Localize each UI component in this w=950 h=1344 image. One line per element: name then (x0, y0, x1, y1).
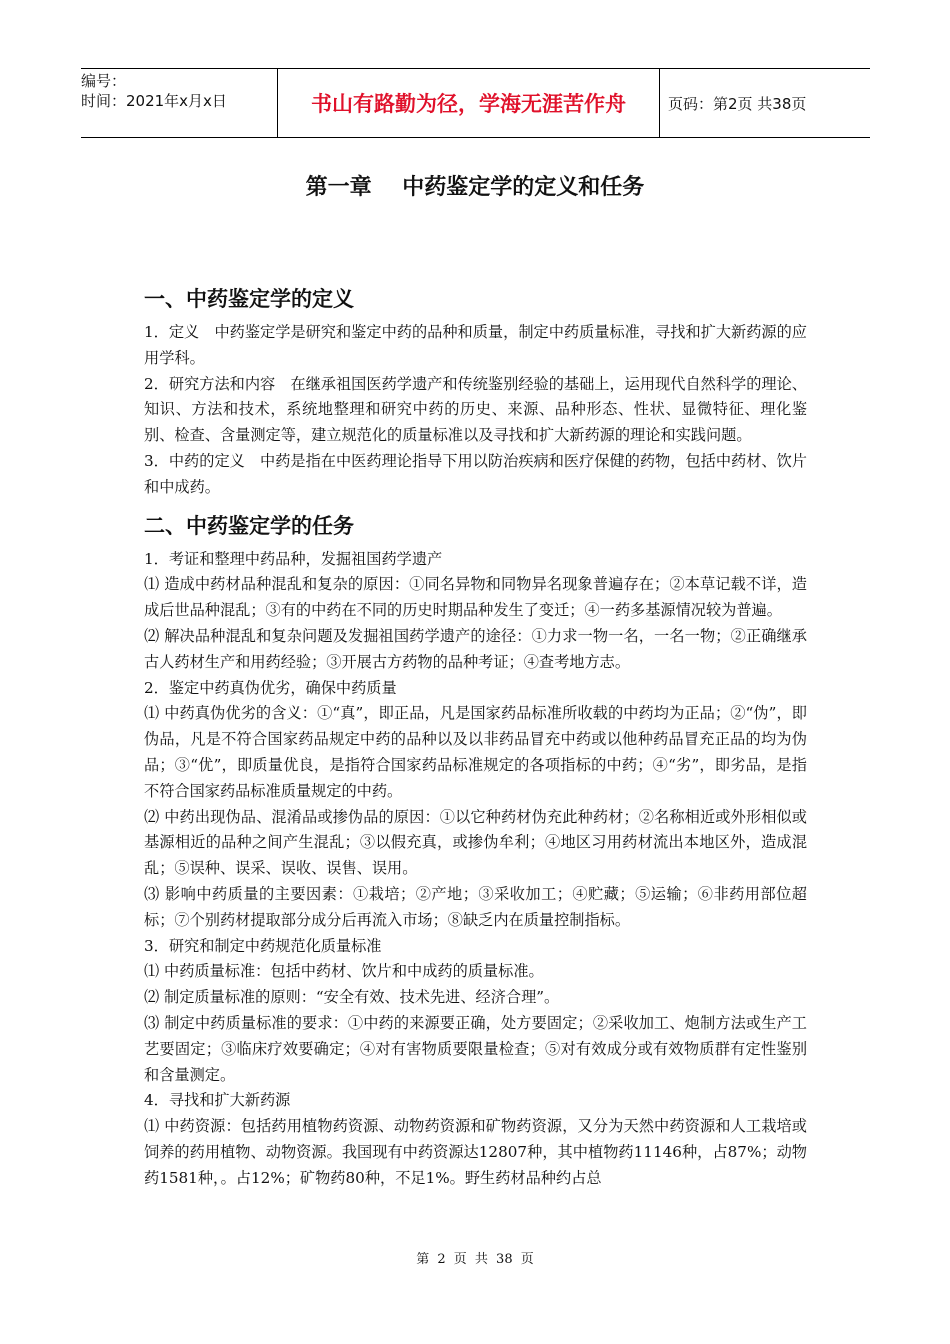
document-date: 时间：2021年x月x日 (81, 92, 227, 110)
paragraph: ⑵ 中药出现伪品、混淆品或掺伪品的原因：①以它种药材伪充此种药材；②名称相近或外形相似或基源相近的品种之间产生混乱；③以假充真，或掺伪牟利；④地区习用药材流出本地区外，造成混乱；⑤误种、误采、误收、误售、误用。 (144, 807, 807, 878)
chapter-title: 第一章 中药鉴定学的定义和任务 (305, 175, 645, 200)
paragraph: ⑵ 解决品种混乱和复杂问题及发掘祖国药学遗产的途径：①力求一物一名，一名一物；②正确继承古人药材生产和用药经验；③开展古方药物的品种考证；④查考地方志。 (144, 626, 807, 671)
section-heading: 一、中药鉴定学的定义 (144, 286, 354, 311)
paragraph: ⑵ 制定质量标准的原则：“安全有效、技术先进、经济合理”。 (144, 988, 560, 1007)
paragraph: 3．研究和制定中药规范化质量标准 (144, 936, 382, 955)
header-motto: 书山有路勤为径，学海无涯苦作舟 (277, 69, 660, 137)
page-header (81, 68, 870, 138)
paragraph: ⑴ 中药资源：包括药用植物药资源、动物药资源和矿物药资源，又分为天然中药资源和人工栽培或饲养的药用植物、动物资源。我国现有中药资源达12807种，其中植物药11146种，占87%；动物药1581种，。占12%；矿物药80种，不足1%。野生药材品种约占总 (144, 1117, 807, 1187)
paragraph: ⑶ 影响中药质量的主要因素：①栽培；②产地；③采收加工；④贮藏；⑤运输；⑥非药用部位超标；⑦个别药材提取部分成分后再流入市场；⑧缺乏内在质量控制指标。 (144, 884, 807, 929)
paragraph: 3．中药的定义 中药是指在中医药理论指导下用以防治疾病和医疗保健的药物，包括中药材、饮片和中成药。 (144, 451, 807, 496)
header-page-info: 页码：第2页 共38页 (668, 94, 807, 113)
paragraph: 2．鉴定中药真伪优劣，确保中药质量 (144, 678, 397, 697)
paragraph: ⑴ 造成中药材品种混乱和复杂的原因：①同名异物和同物异名现象普遍存在；②本草记载不详，造成后世品种混乱；③有的中药在不同的历史时期品种发生了变迁；④一药多基源情况较为普遍。 (144, 575, 807, 620)
paragraph: 4．寻找和扩大新药源 (144, 1091, 291, 1110)
paragraph: ⑴ 中药真伪优劣的含义：①“真”，即正品，凡是国家药品标准所收载的中药均为正品；②“伪”，即伪品，凡是不符合国家药品规定中药的品种以及以非药品冒充中药或以他种药品冒充正品的均为伪品；③“优”，即质量优良，是指符合国家药品标准规定的各项指标的中药；④“劣”，即劣品，是指不符合国家药品标准质量规定的中药。 (144, 704, 807, 800)
paragraph: ⑴ 中药质量标准：包括中药材、饮片和中成药的质量标准。 (144, 962, 544, 981)
paragraph: 1．定义 中药鉴定学是研究和鉴定中药的品种和质量，制定中药质量标准，寻找和扩大新药源的应用学科。 (144, 323, 807, 367)
paragraph: 1．考证和整理中药品种，发掘祖国药学遗产 (144, 549, 443, 568)
header-meta (81, 69, 277, 137)
paragraph: ⑶ 制定中药质量标准的要求：①中药的来源要正确，处方要固定；②采收加工、炮制方法或生产工艺要固定；③临床疗效要确定；④对有害物质要限量检查；⑤对有效成分或有效物质群有定性鉴别和含量测定。 (144, 1013, 807, 1084)
document-number-label: 编号： (81, 72, 127, 90)
document-body (144, 282, 807, 1192)
paragraph: 2．研究方法和内容 在继承祖国医药学遗产和传统鉴别经验的基础上，运用现代自然科学的理论、知识、方法和技术，系统地整理和研究中药的历史、来源、品种形态、性状、显微特征、理化鉴别、检查、含量测定等，建立规范化的质量标准以及寻找和扩大新药源的理论和实践问题。 (144, 374, 807, 445)
page-footer: 第 2 页 共 38 页 (416, 1252, 534, 1267)
section-heading: 二、中药鉴定学的任务 (144, 512, 354, 538)
